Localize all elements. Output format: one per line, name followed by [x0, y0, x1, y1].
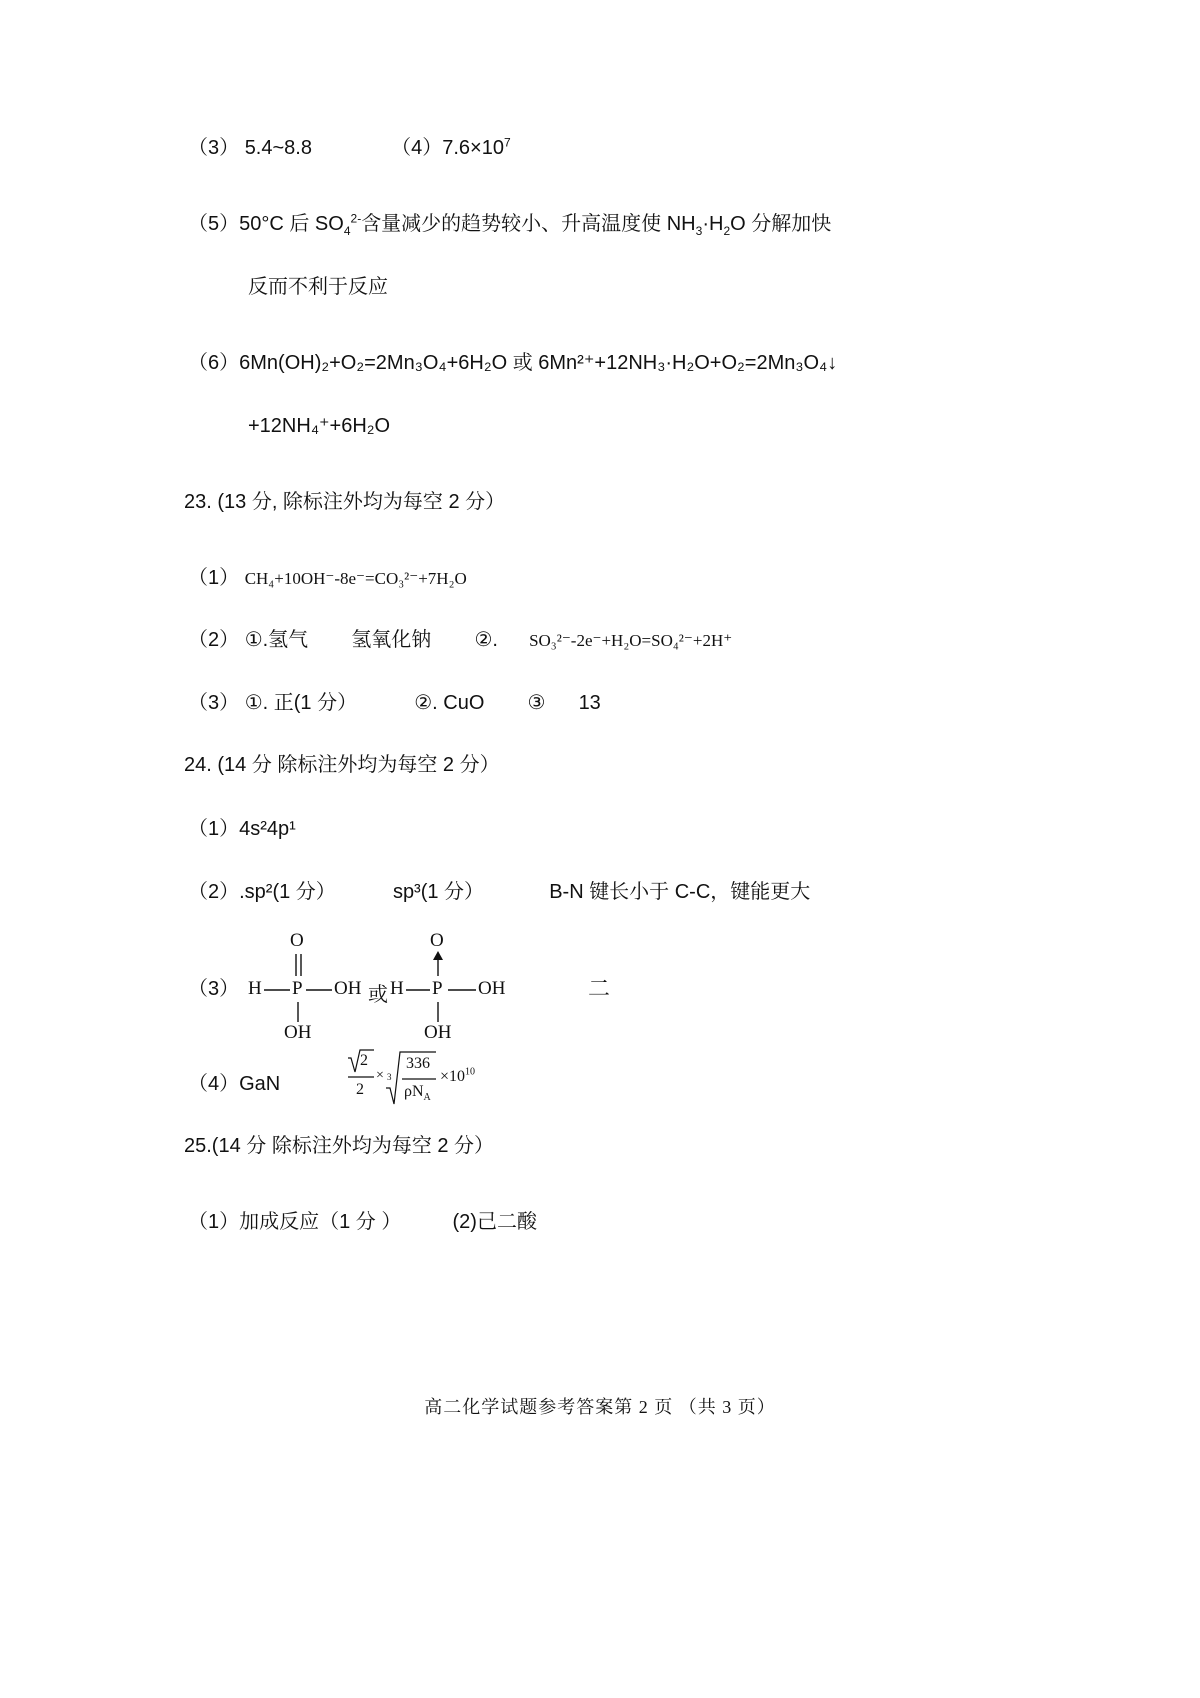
- or-word: 或: [368, 984, 388, 1006]
- group-oh: OH: [284, 1022, 312, 1043]
- phosphorous-acid-structures: [248, 930, 538, 1043]
- label: （1）: [188, 818, 240, 840]
- superscript: 2-: [350, 211, 362, 226]
- atom-p: P: [432, 978, 443, 999]
- equation: 6Mn²⁺+12NH₃·H₂O+O₂=2Mn₃O₄↓: [538, 352, 838, 374]
- atom-h: H: [390, 978, 404, 999]
- equation: SO₃²⁻-2e⁻+H₂O=SO₄²⁻+2H⁺: [529, 631, 733, 650]
- atom-o: O: [430, 930, 444, 951]
- sqrt-radicand: 2: [360, 1052, 368, 1069]
- answer-25-1-2: [188, 1210, 537, 1234]
- label: （3）: [188, 692, 240, 714]
- label: （1）: [188, 567, 240, 589]
- question-23-heading: 23. (13 分, 除标注外均为每空 2 分）: [184, 491, 506, 513]
- group-oh: OH: [424, 1022, 452, 1043]
- subscript-a: A: [423, 1092, 431, 1104]
- label: （4）: [391, 137, 443, 159]
- label: （2）: [188, 629, 240, 651]
- text: 50°C 后 SO: [239, 213, 344, 235]
- answer-text: ①.氢气: [244, 629, 309, 651]
- equation: CH₄+10OH⁻-8e⁻=CO₃²⁻+7H₂O: [244, 569, 467, 588]
- denominator: [404, 1083, 431, 1104]
- question-25-heading: 25.(14 分 除标注外均为每空 2 分）: [184, 1135, 495, 1157]
- answer-text: .sp²(1 分）: [239, 881, 336, 903]
- label: （5）: [188, 213, 240, 235]
- label: （3）: [188, 137, 240, 159]
- group-oh: OH: [478, 978, 506, 999]
- equation: 6Mn(OH)₂+O₂=2Mn₃O₄+6H₂O: [239, 352, 508, 374]
- atom-p: P: [292, 978, 303, 999]
- subscript: 4: [343, 224, 351, 238]
- lattice-formula: [346, 1048, 506, 1108]
- answer-24-4: [188, 1072, 280, 1096]
- subscript: 3: [695, 224, 703, 238]
- times-sign: ×: [376, 1068, 384, 1083]
- answer-24-3-value: 二: [588, 976, 611, 1001]
- denominator: 2: [356, 1081, 364, 1098]
- answer-text: (2)己二酸: [452, 1211, 537, 1233]
- answer-24-1: [188, 817, 296, 841]
- answer-text: 加成反应（1 分 ）: [239, 1211, 402, 1233]
- answer-22-5-line1: [188, 212, 831, 236]
- exponent: 10: [465, 1066, 476, 1078]
- answer-text: ③: [527, 692, 546, 714]
- answer-text: 13: [578, 692, 601, 714]
- answer-text: ①. 正(1 分）: [244, 692, 358, 714]
- answer-22-5-line2: 反而不利于反应: [248, 276, 388, 298]
- answer-text: sp³(1 分）: [392, 881, 485, 903]
- answer-23-3: [188, 691, 601, 715]
- times-ten: ×10: [440, 1068, 466, 1085]
- exponent: 7: [503, 135, 511, 150]
- answer-text: ②.: [474, 629, 498, 651]
- group-oh: OH: [334, 978, 362, 999]
- answer-value: 5.4~8.8: [244, 137, 312, 159]
- answer-22-6-line2: +12NH₄⁺+6H₂O: [248, 415, 391, 437]
- page-footer: 高二化学试题参考答案第 2 页 （共 3 页）: [424, 1397, 776, 1417]
- label: （6）: [188, 352, 240, 374]
- answer-22-6-line1: [188, 351, 837, 375]
- question-24-heading: 24. (14 分 除标注外均为每空 2 分）: [184, 754, 500, 776]
- answer-text: B-N 键长小于 C-C，键能更大: [549, 881, 811, 903]
- answer-value: 7.6×10: [442, 137, 504, 159]
- atom-h: H: [248, 978, 262, 999]
- text: ·H: [702, 213, 724, 235]
- answer-text: 氢氧化钠: [351, 629, 432, 651]
- answer-22-3-4-line: [188, 136, 511, 160]
- or-word: 或: [512, 352, 533, 374]
- atom-o: O: [290, 930, 304, 951]
- answer-24-2: [188, 880, 810, 904]
- root-index: 3: [387, 1072, 392, 1082]
- answer-24-3-label: （3）: [188, 978, 240, 1000]
- rho-n: ρN: [404, 1083, 424, 1100]
- subscript: 2: [723, 224, 731, 238]
- bond-lines: [248, 930, 538, 1040]
- answer-23-1: [188, 566, 467, 591]
- power-of-ten: [440, 1068, 475, 1086]
- text: O 分解加快: [730, 213, 832, 235]
- label: （4）: [188, 1073, 240, 1095]
- answer-23-2: [188, 628, 732, 653]
- label: （1）: [188, 1211, 240, 1233]
- answer-text: 4s²4p¹: [239, 818, 296, 840]
- numerator: 336: [406, 1055, 430, 1072]
- text: 含量减少的趋势较小、升高温度使 NH: [361, 213, 696, 235]
- label: （2）: [188, 881, 240, 903]
- answer-text: GaN: [239, 1073, 281, 1095]
- answer-text: ②. CuO: [414, 692, 485, 714]
